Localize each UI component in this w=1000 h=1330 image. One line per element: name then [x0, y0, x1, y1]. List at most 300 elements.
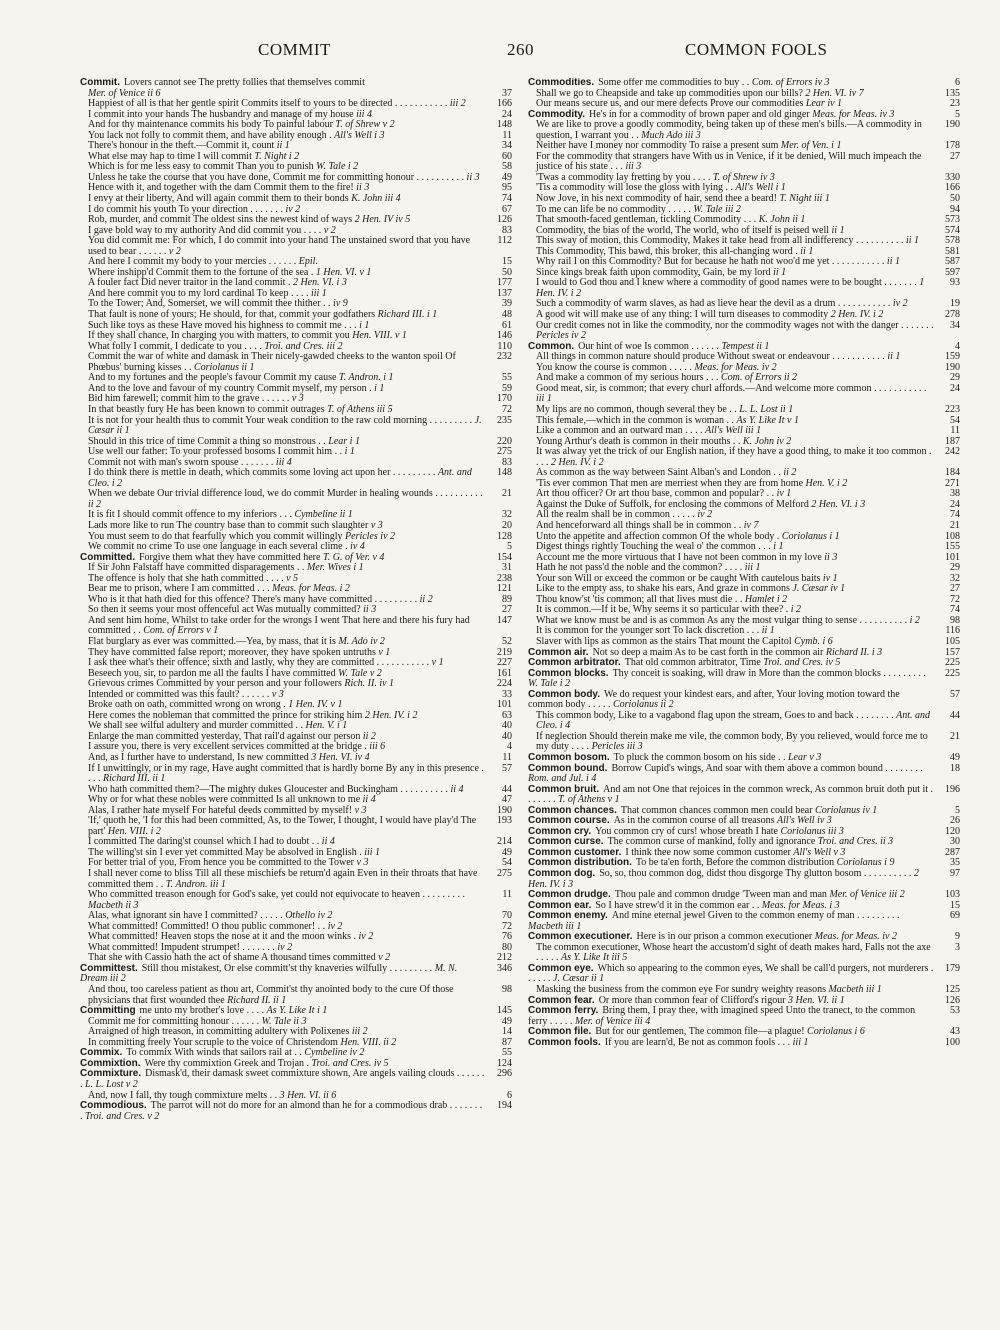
quotation-text: Which is for me less easy to commit Than you to punish: [88, 161, 314, 173]
quotation-text: To me can life be no commodity . . . . .: [536, 203, 691, 215]
line-number: 19: [950, 298, 960, 310]
line-number: 581: [945, 245, 960, 257]
play-reference: As Y. Like It v 1: [736, 414, 799, 426]
line-number: 103: [945, 889, 960, 901]
quotation-text: Young Arthur's death is common in their mouths . .: [536, 435, 741, 447]
play-reference: i 2: [909, 614, 920, 626]
quotation-text: In that beastly fury He has been known to commit outrages: [88, 403, 325, 415]
play-reference: 2 Hen. VI. i 3: [811, 498, 866, 510]
quotation-text: So I have strew'd it in the common ear . .: [595, 899, 760, 911]
quotation-text: 'Tis ever common That men are merriest when they are from home: [536, 477, 804, 489]
quotation-text: That old common arbitrator, Time: [624, 657, 761, 669]
headword: Common chances.: [528, 804, 617, 816]
headword: Common curse.: [528, 836, 604, 848]
play-reference: Mer. of Venice iii 4: [574, 1015, 651, 1027]
line-number: 120: [945, 825, 960, 837]
line-number: 34: [950, 319, 960, 331]
play-reference: ii 3: [363, 604, 377, 616]
line-number: 190: [945, 361, 960, 373]
line-number: 32: [950, 572, 960, 584]
play-reference: Lear iv 1: [805, 98, 843, 110]
line-number: 27: [950, 583, 960, 595]
play-reference: Richard II. ii 1: [227, 994, 287, 1006]
play-reference: Macbeth iii 1: [528, 920, 582, 932]
play-reference: Cymbeline iv 2: [304, 1047, 365, 1059]
quotation-text: It was alway yet the trick of our English nation, if they have a good thing, to make it too common . . . .: [536, 446, 932, 468]
quotation-text: And to the love and favour of my country Commit myself, my person .: [88, 382, 372, 394]
play-reference: iii 1: [310, 287, 327, 299]
line-number: 98: [502, 984, 512, 996]
play-reference: T. Night i 2: [254, 150, 300, 162]
quotation-text: Or more than common fear of Clifford's rigour: [598, 994, 786, 1006]
line-number: 49: [502, 846, 512, 858]
play-reference: i 1: [344, 446, 355, 458]
quotation-text: It is fit I should commit offence to my inferiors . . .: [88, 509, 292, 521]
quotation-text: For the commodity that strangers have With us in Venice, if it be denied, Will much impeach the justice of his state . . .: [536, 150, 922, 173]
line-number: 178: [945, 140, 960, 152]
line-number: 69: [950, 910, 960, 922]
play-reference: i 1: [374, 382, 385, 394]
line-number: 83: [502, 456, 512, 468]
quotation-text: I committed The daring'st counsel which I had to doubt . .: [88, 836, 320, 848]
line-number: 54: [950, 414, 960, 426]
concordance-entry: [80, 985, 512, 1006]
play-reference: iii 1: [364, 846, 381, 858]
quotation-text: And to my fortunes and the people's favour Commit my cause: [88, 372, 337, 384]
line-number: 116: [945, 625, 960, 637]
quotation-text: Commodity, the bias of the world, The world, who of itself is peised well: [536, 224, 830, 236]
quotation-text: You did commit me: For which, I do commit into your hand The unstained sword that you have used to bear . . . . . .: [88, 235, 471, 257]
quotation-text: Broke oath on oath, committed wrong on wrong .: [88, 699, 286, 711]
quotation-text: Commit not with man's sworn spouse . . . . . . .: [88, 456, 274, 468]
concordance-entry: [528, 764, 960, 785]
quotation-text: Rob, murder, and commit The oldest sins the newest kind of ways: [88, 214, 353, 226]
quotation-text: Beseech you, sir, to pardon me all the faults I have committed: [88, 667, 336, 679]
play-reference: All's Well iii 1: [705, 425, 762, 437]
play-reference: All's Well i 1: [735, 182, 786, 194]
quotation-text: 'Twas a commodity lay fretting by you . . . .: [536, 171, 711, 183]
headword: Common course.: [528, 815, 610, 827]
headword: Commodities.: [528, 78, 595, 88]
headword: Common ear.: [528, 899, 592, 911]
line-number: 49: [502, 171, 512, 183]
quotation-text: And, now I fall, thy tough commixture melts . .: [88, 1089, 278, 1101]
line-number: 21: [502, 488, 512, 500]
play-reference: M. N. Dream iii 2: [80, 962, 458, 985]
quotation-text: What we know must be and is as common As any the most vulgar thing to sense . . . . . . . . . .: [536, 614, 908, 626]
headword: Committed.: [80, 551, 135, 563]
line-number: 14: [502, 1026, 512, 1038]
play-reference: iv 4: [350, 541, 365, 553]
play-reference: 2 Hen. IV. i 3: [528, 868, 919, 890]
quotation-text: This Commodity, This bawd, this broker, this all-changing word .: [536, 245, 798, 257]
quotation-text: Now Jove, in his next commodity of hair, send thee a beard!: [536, 193, 777, 205]
line-number: 4: [507, 741, 512, 753]
play-reference: iii 1: [792, 1036, 809, 1048]
line-number: 23: [950, 98, 960, 110]
line-number: 101: [945, 551, 960, 563]
play-reference: ii 1: [886, 256, 900, 268]
quotation-text: Still thou mistakest, Or else committ'st thy knaveries wilfully . . . . . . . . .: [141, 962, 433, 974]
play-reference: Meas. for Meas. iv 2: [694, 361, 777, 373]
quotation-text: Intended or committed was this fault? . . . . . .: [88, 688, 270, 700]
line-number: 184: [945, 467, 960, 479]
play-reference: M. Ado iv 2: [338, 635, 385, 647]
quotation-text: Why rail I on this Commodity? But for because he hath not woo'd me yet . . . . . . . . . . .: [536, 256, 885, 268]
line-number: 161: [497, 667, 512, 679]
quotation-text: Such like toys as these Have moved his highness to commit me . . .: [88, 319, 357, 331]
quotation-text: That common chances common men could bear: [620, 804, 813, 816]
quotation-text: I ask thee what's their offence; sixth and lastly, why they are committed . . . . . . . . . . .: [88, 657, 430, 669]
quotation-text: I assure you, there is very excellent services committed at the bridge .: [88, 741, 367, 753]
quotation-text: Neither have I money nor commodity To raise a present sum: [536, 140, 779, 152]
quotation-text: Thy conceit is soaking, will draw in More than the common blocks . . . . . . . . .: [612, 667, 926, 679]
line-number: 49: [502, 1015, 512, 1027]
quotation-text: It is common for the younger sort To lack discretion . . .: [536, 625, 760, 637]
headword: Common distribution.: [528, 857, 632, 869]
line-number: 54: [502, 857, 512, 869]
play-reference: iv 2: [697, 509, 713, 521]
quotation-text: Happiest of all is that her gentle spirit Commits itself to yours to be directed . . . . . . . . . . .: [88, 98, 448, 110]
line-number: 148: [497, 467, 512, 479]
quotation-text: Enlarge the man committed yesterday, That rail'd against our person: [88, 730, 361, 742]
quotation-text: I commit into your hands The husbandry and manage of my house: [88, 108, 354, 120]
line-number: 574: [945, 224, 960, 236]
play-reference: Coriolanus i 1: [781, 530, 840, 542]
play-reference: iii 2: [351, 1026, 368, 1038]
line-number: 137: [497, 287, 512, 299]
line-number: 126: [945, 994, 960, 1006]
quotation-text: What committed! Heaven stops the nose at it and the moon winks .: [88, 931, 356, 943]
play-reference: v 3: [354, 804, 367, 816]
line-number: 147: [497, 614, 512, 626]
quotation-text: And make a common of my serious hours . . .: [536, 372, 719, 384]
line-number: 224: [497, 678, 512, 690]
quotation-text: We commit no crime To use one language in each several clime .: [88, 541, 348, 553]
quotation-text: And, as I further have to understand, Is new committed: [88, 752, 309, 763]
line-number: 112: [497, 235, 512, 247]
line-number: 6: [955, 78, 960, 88]
play-reference: T. Night iii 1: [779, 193, 830, 205]
line-number: 212: [497, 952, 512, 964]
play-reference: Meas. for Meas. iv 3: [812, 108, 895, 120]
line-number: 74: [502, 193, 512, 205]
concordance-entry: [528, 785, 960, 806]
line-number: 94: [950, 203, 960, 215]
line-number: 6: [507, 1089, 512, 1101]
line-number: 148: [497, 119, 512, 131]
concordance-entry: [80, 489, 512, 510]
quotation-text: Since kings break faith upon commodity, Gain, be my lord: [536, 266, 771, 278]
headword: Common arbitrator.: [528, 657, 621, 669]
play-reference: ii 3: [466, 171, 480, 183]
play-reference: Macbeth ii 3: [88, 899, 139, 911]
quotation-text: That fault is none of yours; He should, for that, commit your godfathers: [88, 309, 376, 321]
line-number: 110: [497, 340, 512, 352]
quotation-text: I envy at their liberty, And will again commit them to their bonds: [88, 193, 349, 205]
play-reference: Coriolanus i 9: [836, 857, 895, 869]
quotation-text: The common executioner, Whose heart the accustom'd sight of death makes hard, Falls not the axe . . . . .: [536, 941, 931, 964]
line-number: 72: [502, 920, 512, 932]
line-number: 24: [950, 382, 960, 394]
play-reference: As Y. Like It iii 5: [561, 952, 628, 964]
line-number: 330: [945, 171, 960, 183]
quotation-text: The offence is holy that she hath committed . . . .: [88, 572, 284, 584]
quotation-text: Grievous crimes Committed by your person and your followers: [88, 678, 342, 690]
play-reference: All's Well i 3: [334, 129, 385, 141]
line-number: 39: [502, 298, 512, 310]
line-number: 597: [945, 266, 960, 278]
concordance-entry: [528, 447, 960, 468]
line-number: 15: [950, 899, 960, 911]
quotation-text: A good wit will make use of any thing: I will turn diseases to commodity: [536, 309, 829, 321]
line-number: 105: [945, 635, 960, 647]
line-number: 57: [950, 688, 960, 700]
quotation-text: They have committed false report; moreover, they have spoken untruths: [88, 646, 376, 658]
concordance-entry: [528, 711, 960, 732]
play-reference: v 1: [431, 657, 444, 669]
play-reference: ii 1: [887, 351, 901, 363]
quotation-text: For better trial of you, From hence you be committed to the Tower: [88, 857, 354, 869]
line-number: 37: [502, 87, 512, 99]
line-number: 49: [950, 752, 960, 763]
quotation-text: Who committed treason enough for God's sake, yet could not equivocate to heaven . . . . . . . . .: [88, 889, 465, 901]
headword: Common customer.: [528, 846, 622, 858]
headword: Common file.: [528, 1026, 592, 1038]
headword: Common bruit.: [528, 783, 600, 795]
quotation-text: Such a commodity of warm slaves, as had as lieve hear the devil as a drum . . . . . . . . . . .: [536, 298, 891, 310]
quotation-text: It is not for your health thus to commit Your weak condition to the raw cold morning . . . . . . . . .: [88, 414, 473, 426]
play-reference: Hen. V. i 2: [805, 477, 848, 489]
concordance-entry: [80, 236, 512, 257]
line-number: 128: [497, 530, 512, 542]
quotation-text: Here is in our prison a common executioner: [636, 931, 813, 943]
quotation-text: All things in common nature should produce Without sweat or endeavour . . . . . . . . . . .: [536, 351, 885, 363]
line-number: 235: [497, 414, 512, 426]
concordance-entry: [528, 384, 960, 405]
line-number: 70: [502, 910, 512, 922]
play-reference: ii 1: [905, 235, 920, 247]
quotation-text: The willing'st sin I ever yet committed May be absolved in English .: [88, 846, 362, 858]
play-reference: Coriolanus iv 1: [815, 804, 878, 816]
play-reference: W. Tale iii 2: [693, 203, 741, 215]
play-reference: L. L. Lost ii 1: [739, 403, 794, 415]
headword: Committing: [80, 1005, 136, 1017]
quotation-text: I do think there is mettle in death, which commits some loving act upon her . . . . . . . . .: [88, 467, 436, 479]
line-number: 83: [502, 224, 512, 236]
play-reference: ii 2: [362, 730, 376, 742]
line-number: 24: [950, 498, 960, 510]
play-reference: iv 2: [327, 920, 343, 932]
quotation-text: So then it seems your most offenceful act Was mutually committed?: [88, 604, 361, 616]
play-reference: Troi. and Cres. iv 5: [311, 1057, 389, 1069]
quotation-text: me unto my brother's love . . . .: [139, 1005, 265, 1017]
play-reference: T. of Shrew v 2: [335, 119, 395, 131]
quotation-text: Against the Duke of Suffolk, for enclosing the commons of Melford: [536, 498, 809, 510]
line-number: 74: [950, 509, 960, 521]
line-number: 166: [945, 182, 960, 194]
line-number: 34: [502, 140, 512, 152]
line-number: 27: [502, 604, 512, 616]
quotation-text: Digest things rightly Touching the weal o' the common . . .: [536, 541, 771, 553]
play-reference: iv 2: [358, 931, 374, 943]
play-reference: Hen. V. i 1: [305, 720, 348, 732]
page-header: [75, 40, 945, 66]
quotation-text: Which so appearing to the common eyes, We shall be call'd purgers, not murderers . . . . . .: [528, 962, 934, 985]
play-reference: Com. of Errors ii 2: [720, 372, 798, 384]
right-column: [528, 78, 960, 1318]
play-reference: W. Tale v 2: [338, 667, 382, 679]
quotation-text: Bring them, I pray thee, with imagined speed Unto the tranect, to the common ferry . . . . .: [528, 1005, 916, 1027]
line-number: 29: [950, 372, 960, 384]
quotation-text: Good meat, sir, is common; that every churl affords.—And welcome more common . . . . . . . . . . .: [536, 382, 927, 394]
play-reference: K. John ii 1: [758, 214, 806, 226]
line-number: 30: [950, 836, 960, 848]
line-number: 573: [945, 214, 960, 226]
play-reference: 2 Hen. VI. iv 7: [805, 87, 864, 99]
play-reference: ii 3: [824, 551, 838, 563]
quotation-text: I think thee now some common customer: [625, 846, 791, 858]
headword: Common.: [528, 340, 575, 352]
headword: Commodity.: [528, 108, 586, 120]
play-reference: K. John iv 2: [742, 435, 792, 447]
play-reference: T. of Shrew iv 3: [712, 171, 775, 183]
line-number: 50: [950, 193, 960, 205]
line-number: 170: [497, 393, 512, 405]
play-reference: 3 Hen. VI. iv 4: [311, 752, 370, 763]
play-reference: Richard III. i 1: [377, 309, 438, 321]
play-reference: i 2: [790, 604, 802, 616]
line-number: 52: [502, 635, 512, 647]
headword: Common ferry.: [528, 1005, 599, 1017]
play-reference: iv 1: [822, 572, 838, 584]
play-reference: 1 Hen. VI. v 1: [315, 266, 372, 278]
play-reference: Mer. Wives i 1: [306, 562, 364, 574]
concordance-entry: [80, 1069, 512, 1090]
line-number: 5: [955, 804, 960, 816]
concordance-entry: [528, 964, 960, 985]
play-reference: Lear v 3: [787, 752, 822, 763]
play-reference: Hen. VIII. i 2: [107, 825, 161, 837]
line-number: 227: [497, 657, 512, 669]
concordance-entry: [528, 669, 960, 690]
play-reference: Coriolanus ii 2: [613, 699, 674, 711]
quotation-text: The common curse of mankind, folly and ignorance: [607, 836, 816, 848]
play-reference: iii 6: [369, 741, 386, 753]
quotation-text: And henceforward all things shall be in common . .: [536, 519, 742, 531]
headword: Common body.: [528, 688, 601, 700]
play-reference: 2 Hen. VI. i 3: [292, 277, 347, 289]
headword: Commodious.: [80, 1100, 147, 1112]
line-number: 35: [950, 857, 960, 869]
concordance-entry: [80, 468, 512, 489]
quotation-text: Some offer me commodities to buy . .: [598, 78, 750, 88]
concordance-entry: [528, 1006, 960, 1027]
line-number: 5: [507, 541, 512, 553]
quotation-text: Hence with it, and together with the dam Commit them to the fire!: [88, 182, 354, 194]
line-number: 275: [497, 446, 512, 458]
concordance-entry: [528, 321, 960, 342]
line-number: 59: [502, 382, 512, 394]
concordance-entry: [80, 764, 512, 785]
quotation-text: Commit the war of white and damask in Their nicely-gawded cheeks to the wanton spoil Of Phœbus' burning kisses . .: [88, 351, 456, 373]
quotation-text: Who is it that hath died for this offence? There's many have committed . . . . . . . . .: [88, 593, 418, 605]
line-number: 219: [497, 646, 512, 658]
play-reference: As Y. Like It i 1: [266, 1005, 328, 1017]
quotation-text: We are like to prove a goodly commodity, being taken up of these men's bills.—A commodity in question, I warrant you . .: [536, 119, 922, 141]
play-reference: Othello iv 2: [285, 910, 333, 922]
concordance-entry: [80, 416, 512, 437]
line-number: 157: [945, 646, 960, 658]
line-number: 11: [502, 752, 512, 763]
play-reference: T. Andron. iii 1: [165, 878, 226, 890]
quotation-text: I gave bold way to my authority And did commit you . . . .: [88, 224, 322, 236]
line-number: 214: [497, 836, 512, 848]
concordance-entry: [528, 152, 960, 173]
play-reference: Mer. of Venice iii 2: [829, 889, 905, 901]
play-reference: T. of Athens iii 5: [327, 403, 393, 415]
headword: Commix.: [80, 1047, 123, 1059]
line-number: 40: [502, 720, 512, 732]
play-reference: K. John iii 4: [351, 193, 401, 205]
quotation-text: I do commit his youth To your direction . . . . . . .: [88, 203, 283, 215]
play-reference: ii 4: [362, 794, 376, 806]
quotation-text: And here I commit my body to your mercies . . . . . .: [88, 256, 297, 268]
headword: Common fools.: [528, 1036, 601, 1048]
line-number: 108: [945, 530, 960, 542]
quotation-text: That smooth-faced gentleman, tickling Commodity . . .: [536, 214, 757, 226]
play-reference: v 3: [271, 688, 284, 700]
quotation-text: Slaver with lips as common as the stairs That mount the Capitol: [536, 635, 792, 647]
play-reference: J. Cæsar ii 1: [88, 414, 482, 437]
line-number: 89: [502, 593, 512, 605]
quotation-text: Should in this trice of time Commit a thing so monstrous . .: [88, 435, 326, 447]
line-number: 33: [502, 688, 512, 700]
line-number: 587: [945, 256, 960, 268]
headword: Common dog.: [528, 868, 596, 880]
play-reference: Rich. II. iv 1: [344, 678, 395, 690]
quotation-text: You lack not folly to commit them, and have ability enough .: [88, 129, 332, 141]
play-reference: iv 7: [743, 519, 759, 531]
play-reference: iii 4: [275, 456, 292, 468]
quotation-text: Shall we go to Cheapside and take up commodities upon our bills?: [536, 87, 803, 99]
quotation-text: Hath he not pass'd the noble and the common? . . . .: [536, 562, 743, 574]
quotation-text: But for our gentlemen, The common file—a plague!: [595, 1026, 805, 1038]
line-number: 3: [955, 941, 960, 953]
line-number: 44: [950, 709, 960, 721]
play-reference: 2 Hen. IV. i 2: [551, 456, 604, 468]
play-reference: i 1: [359, 319, 370, 331]
play-reference: Troi. and Cres. ii 3: [817, 836, 894, 848]
play-reference: Com. of Errors v 1: [143, 625, 219, 637]
quotation-text: 'Tis a commodity will lose the gloss with lying . .: [536, 182, 733, 194]
concordance-entry: [80, 352, 512, 373]
line-number: 44: [502, 783, 512, 795]
play-reference: ii 1: [773, 266, 787, 278]
line-number: 101: [497, 699, 512, 711]
line-number: 60: [502, 150, 512, 162]
headword: Common executioner.: [528, 931, 633, 943]
quotation-text: What committed! Committed! O thou public commoner! . .: [88, 920, 326, 932]
line-number: 4: [955, 340, 960, 352]
quotation-text: We do request your kindest ears, and after, Your loving motion toward the common body . . . . .: [528, 688, 900, 711]
line-number: 43: [950, 1026, 960, 1038]
play-reference: iv 1: [776, 488, 792, 500]
line-number: 31: [502, 562, 512, 574]
quotation-text: You know the course is common . . . . .: [536, 361, 692, 373]
line-number: 124: [497, 1057, 512, 1069]
quotation-text: Dismask'd, their damask sweet commixture shown, Are angels vailing clouds . . . . . . .: [80, 1068, 485, 1090]
